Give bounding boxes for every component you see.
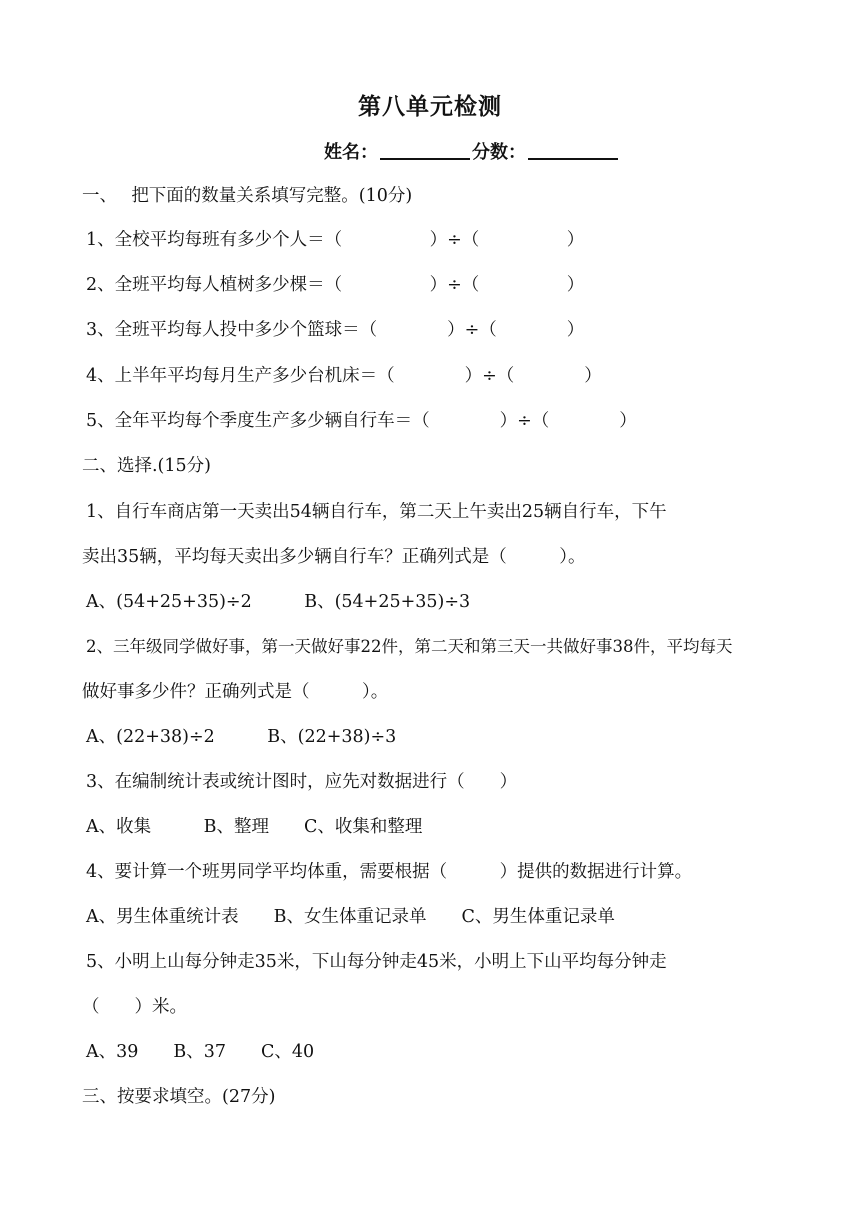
page-title: 第八单元检测: [358, 94, 502, 120]
question-2-5-line-1: 5、小明上山每分钟走35米，下山每分钟走45米，小明上下山平均每分钟走: [86, 952, 667, 972]
question-2-1-line-2: 卖出35辆，平均每天卖出多少辆自行车？正确列式是（ ）。: [82, 547, 586, 567]
section1-heading: 一、 把下面的数量关系填写完整。(10分): [82, 186, 413, 206]
name-label: 姓名：: [324, 142, 378, 163]
question-2-4-line-1: 4、要计算一个班男同学平均体重，需要根据（ ）提供的数据进行计算。: [86, 862, 693, 882]
score-label: 分数：: [472, 142, 526, 163]
section2-heading: 二、选择.(15分): [82, 456, 211, 476]
section1-item-2: 2、全班平均每人植树多少棵＝（ ）÷（ ）: [86, 275, 585, 295]
question-2-2-line-2: 做好事多少件？正确列式是（ ）。: [82, 682, 389, 702]
question-2-1-options: A、(54+25+35)÷2 B、(54+25+35)÷3: [86, 592, 471, 612]
question-2-1-line-1: 1、自行车商店第一天卖出54辆自行车，第二天上午卖出25辆自行车，下午: [86, 502, 667, 522]
question-2-2-line-1: 2、三年级同学做好事，第一天做好事22件，第二天和第三天一共做好事38件，平均每天: [86, 637, 733, 656]
question-2-4-options: A、男生体重统计表 B、女生体重记录单 C、男生体重记录单: [86, 907, 615, 927]
name-score-line: [324, 138, 620, 164]
question-2-5-options: A、39 B、37 C、40: [86, 1042, 315, 1062]
score-blank[interactable]: [528, 140, 618, 160]
question-2-2-options: A、(22+38)÷2 B、(22+38)÷3: [86, 727, 397, 747]
section1-item-3: 3、全班平均每人投中多少个篮球＝（ ）÷（ ）: [86, 320, 585, 340]
question-2-3-line-1: 3、在编制统计表或统计图时，应先对数据进行（ ）: [86, 772, 518, 792]
name-blank[interactable]: [380, 140, 470, 160]
question-2-5-line-2: （ ）米。: [82, 997, 187, 1017]
section1-item-1: 1、全校平均每班有多少个人＝（ ）÷（ ）: [86, 230, 585, 250]
section1-item-5: 5、全年平均每个季度生产多少辆自行车＝（ ）÷（ ）: [86, 411, 637, 431]
section3-heading: 三、按要求填空。(27分): [82, 1087, 276, 1107]
section1-item-4: 4、上半年平均每月生产多少台机床＝（ ）÷（ ）: [86, 366, 602, 386]
question-2-3-options: A、收集 B、整理 C、收集和整理: [86, 817, 423, 837]
